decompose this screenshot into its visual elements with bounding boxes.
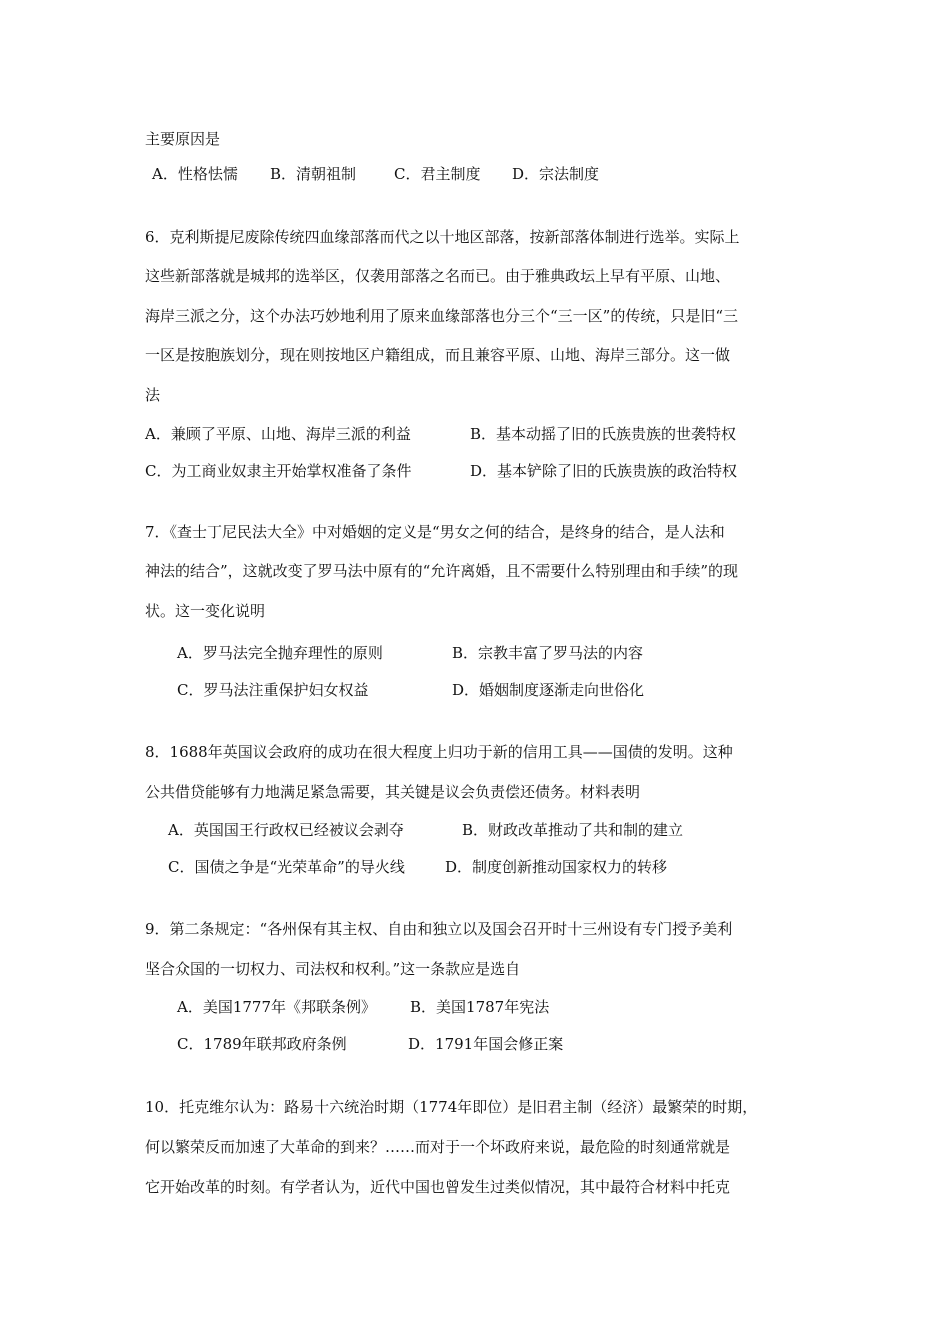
q10-line-1: 10．托克维尔认为：路易十六统治时期（1774年即位）是旧君主制（经济）最繁荣的时期， — [145, 1098, 758, 1116]
q5-option-b: B．清朝祖制 — [270, 165, 357, 183]
q6-option-d: D．基本铲除了旧的氏族贵族的政治特权 — [470, 462, 738, 480]
q6-option-c: C．为工商业奴隶主开始掌权准备了条件 — [145, 462, 412, 480]
q8-option-b: B．财政改革推动了共和制的建立 — [462, 821, 684, 839]
q9-option-a: A．美国1777年《邦联条例》 — [177, 998, 377, 1016]
q7-line-2: 神法的结合”，这就改变了罗马法中原有的“允许离婚，且不需要什么特别理由和手续”的现 — [145, 562, 739, 580]
q7-option-a: A．罗马法完全抛弃理性的原则 — [177, 644, 383, 662]
q5-option-c: C．君主制度 — [394, 165, 481, 183]
q10-line-2: 何以繁荣反而加速了大革命的到来？……而对于一个坏政府来说，最危险的时刻通常就是 — [145, 1138, 731, 1156]
q5-option-d: D．宗法制度 — [512, 165, 600, 183]
q8-line-2: 公共借贷能够有力地满足紧急需要，其关键是议会负责偿还债务。材料表明 — [145, 783, 641, 801]
q6-option-a: A．兼顾了平原、山地、海岸三派的利益 — [145, 425, 411, 443]
q6-option-b: B．基本动摇了旧的氏族贵族的世袭特权 — [470, 425, 737, 443]
q9-option-d: D．1791年国会修正案 — [408, 1035, 564, 1053]
q6-line-5: 法 — [145, 386, 161, 404]
q5-option-a: A．性格怯懦 — [152, 165, 238, 183]
q8-option-a: A．英国国王行政权已经被议会剥夺 — [168, 821, 404, 839]
q8-line-1: 8．1688年英国议会政府的成功在很大程度上归功于新的信用工具——国债的发明。这种 — [145, 743, 733, 761]
q10-line-3: 它开始改革的时刻。有学者认为，近代中国也曾发生过类似情况，其中最符合材料中托克 — [145, 1178, 731, 1196]
q8-option-d: D．制度创新推动国家权力的转移 — [445, 858, 668, 876]
q7-option-b: B．宗教丰富了罗马法的内容 — [452, 644, 644, 662]
q7-line-3: 状。这一变化说明 — [145, 602, 266, 620]
q9-line-1: 9．第二条规定：“各州保有其主权、自由和独立以及国会召开时十三州设有专门授予美利 — [145, 920, 733, 938]
q6-line-2: 这些新部落就是城邦的选举区，仅袭用部落之名而已。由于雅典政坛上早有平原、山地、 — [145, 267, 731, 285]
q9-line-2: 坚合众国的一切权力、司法权和权利。”这一条款应是选自 — [145, 960, 521, 978]
q7-option-c: C．罗马法注重保护妇女权益 — [177, 681, 369, 699]
q9-option-c: C．1789年联邦政府条例 — [177, 1035, 347, 1053]
q6-line-4: 一区是按胞族划分，现在则按地区户籍组成，而且兼容平原、山地、海岸三部分。这一做 — [145, 346, 731, 364]
q9-option-b: B．美国1787年宪法 — [410, 998, 550, 1016]
q7-line-1: 7．《查士丁尼民法大全》中对婚姻的定义是“男女之何的结合，是终身的结合，是人法和 — [145, 523, 725, 541]
q6-line-1: 6．克利斯提尼废除传统四血缘部落而代之以十地区部落，按新部落体制进行选举。实际上 — [145, 228, 740, 246]
q8-option-c: C．国债之争是“光荣革命”的导火线 — [168, 858, 405, 876]
q5-stem-tail: 主要原因是 — [145, 130, 221, 148]
q7-option-d: D．婚姻制度逐渐走向世俗化 — [452, 681, 645, 699]
q6-line-3: 海岸三派之分，这个办法巧妙地利用了原来血缘部落也分三个“三一区”的传统，只是旧“三 — [145, 307, 739, 325]
